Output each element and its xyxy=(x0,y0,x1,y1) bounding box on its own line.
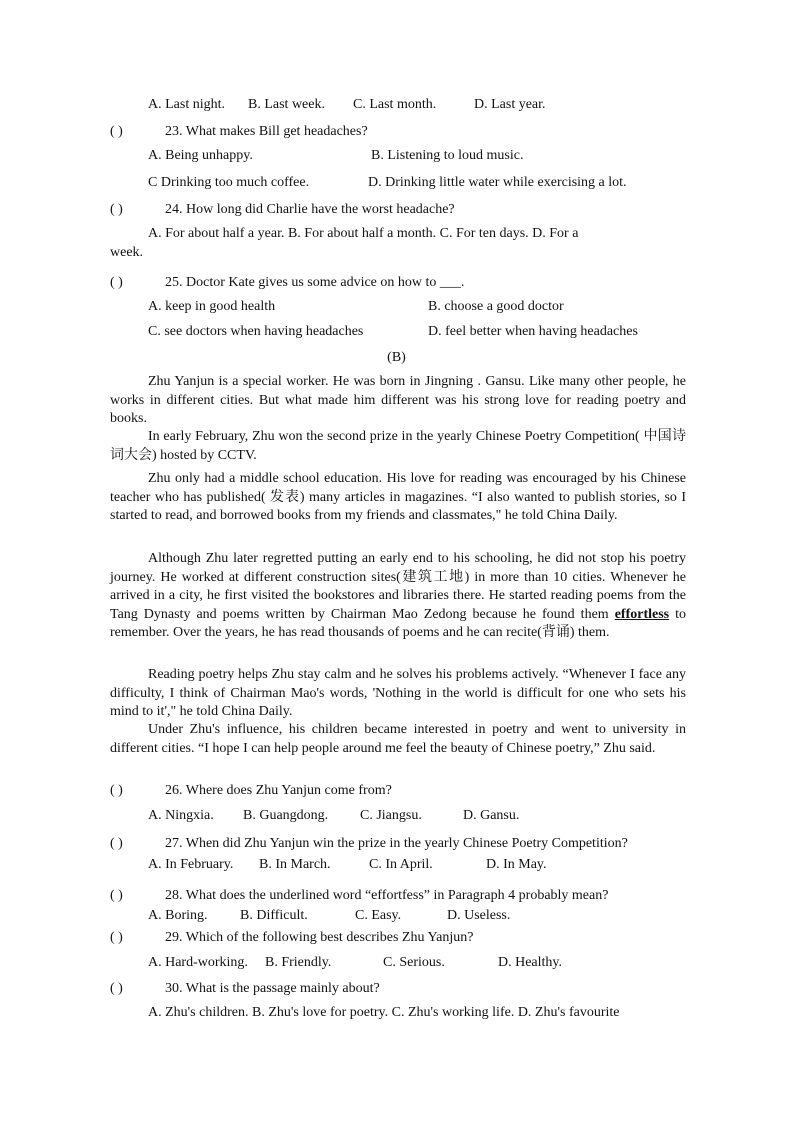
q29-option-c: C. Serious. xyxy=(383,955,445,970)
q26-stem: 26. Where does Zhu Yanjun come from? xyxy=(165,783,392,798)
q24-stem: 24. How long did Charlie have the worst headache? xyxy=(165,202,455,217)
passage-p4-after: to remember. Over the years, he has read thousands of poems and he can recite(背诵) them. xyxy=(110,606,686,640)
q23-option-d: D. Drinking little water while exercising a lot. xyxy=(368,175,627,190)
passage-paragraph-3 xyxy=(110,470,686,526)
q26-option-b: B. Guangdong. xyxy=(243,808,329,823)
q29-option-d: D. Healthy. xyxy=(498,955,563,970)
q27-option-d: D. In May. xyxy=(486,857,547,872)
q22-option-b: B. Last week. xyxy=(248,97,325,112)
passage-p3-text: Zhu only had a middle school education. His love for reading was encouraged by his Chinese teacher who has published( 发表) many articles in magazines. “I also wanted to publish stories, so I started to read, and borrowed books from my friends and classmates," he told China Daily. xyxy=(110,471,686,523)
passage-paragraph-1 xyxy=(110,373,686,429)
q30-stem: 30. What is the passage mainly about? xyxy=(165,981,380,996)
q27-blank[interactable]: ( ) xyxy=(110,836,123,851)
q26-blank[interactable]: ( ) xyxy=(110,783,123,798)
q23-stem: 23. What makes Bill get headaches? xyxy=(165,124,368,139)
q26-option-a: A. Ningxia. xyxy=(148,808,214,823)
passage-paragraph-5 xyxy=(110,666,686,722)
q24-options-cont: week. xyxy=(110,245,144,260)
q25-option-d: D. feel better when having headaches xyxy=(428,324,638,339)
section-b-heading: (B) xyxy=(387,350,406,365)
q30-options: A. Zhu's children. B. Zhu's love for poetry. C. Zhu's working life. D. Zhu's favourite xyxy=(148,1005,620,1020)
q23-blank[interactable]: ( ) xyxy=(110,124,123,139)
q23-option-b: B. Listening to loud music. xyxy=(371,148,524,163)
q25-option-a: A. keep in good health xyxy=(148,299,276,314)
passage-p5-text: Reading poetry helps Zhu stay calm and he solves his problems actively. “Whenever I face any difficulty, I think of Chairman Mao's words, 'Nothing in the world is difficult for one who sets his mind to it'," he told China Daily. xyxy=(110,667,686,719)
q22-option-a: A. Last night. xyxy=(148,97,225,112)
passage-paragraph-4 xyxy=(110,550,686,643)
underlined-word: effortless xyxy=(614,606,670,622)
q26-option-c: C. Jiangsu. xyxy=(360,808,422,823)
passage-p2-text: In early February, Zhu won the second prize in the yearly Chinese Poetry Competition( 中国诗词大会) hosted by CCTV. xyxy=(110,429,686,463)
passage-paragraph-6 xyxy=(110,721,686,758)
q28-blank[interactable]: ( ) xyxy=(110,888,123,903)
passage-p4-before: Although Zhu later regretted putting an early end to his schooling, he did not stop his poetry journey. He worked at different construction sites(建筑工地) in more than 10 cities. Whenever he arrived in a city, he first visited the bookstores and libraries there. He started reading poems from the Tang Dynasty and poems written by Chairman Mao Zedong because he found them xyxy=(110,551,686,622)
q30-blank[interactable]: ( ) xyxy=(110,981,123,996)
q24-blank[interactable]: ( ) xyxy=(110,202,123,217)
q22-option-d: D. Last year. xyxy=(474,97,546,112)
q28-stem: 28. What does the underlined word “effortfess” in Paragraph 4 probably mean? xyxy=(165,888,609,903)
q28-option-a: A. Boring. xyxy=(148,908,208,923)
passage-p6-text: Under Zhu's influence, his children became interested in poetry and went to university in different cities. “I hope I can help people around me feel the beauty of Chinese poetry,” Zhu said. xyxy=(110,722,686,756)
q25-option-b: B. choose a good doctor xyxy=(428,299,564,314)
q22-option-c: C. Last month. xyxy=(353,97,437,112)
q26-option-d: D. Gansu. xyxy=(463,808,520,823)
q29-blank[interactable]: ( ) xyxy=(110,930,123,945)
q27-stem: 27. When did Zhu Yanjun win the prize in the yearly Chinese Poetry Competition? xyxy=(165,836,628,851)
q24-options: A. For about half a year. B. For about half a month. C. For ten days. D. For a xyxy=(148,226,579,241)
q28-option-b: B. Difficult. xyxy=(240,908,308,923)
q25-blank[interactable]: ( ) xyxy=(110,275,123,290)
q27-option-c: C. In April. xyxy=(369,857,433,872)
q28-option-c: C. Easy. xyxy=(355,908,402,923)
q29-stem: 29. Which of the following best describes Zhu Yanjun? xyxy=(165,930,474,945)
q27-option-b: B. In March. xyxy=(259,857,331,872)
passage-p1-text: Zhu Yanjun is a special worker. He was born in Jingning . Gansu. Like many other people, he works in different cities. But what made him different was his strong love for reading poetry and books. xyxy=(110,374,686,426)
q23-option-a: A. Being unhappy. xyxy=(148,148,253,163)
q27-option-a: A. In February. xyxy=(148,857,234,872)
q25-stem: 25. Doctor Kate gives us some advice on how to ___. xyxy=(165,275,465,290)
q29-option-b: B. Friendly. xyxy=(265,955,332,970)
passage-paragraph-2 xyxy=(110,428,686,465)
q28-option-d: D. Useless. xyxy=(447,908,511,923)
q25-option-c: C. see doctors when having headaches xyxy=(148,324,364,339)
q29-option-a: A. Hard-working. xyxy=(148,955,248,970)
q23-option-c: C Drinking too much coffee. xyxy=(148,175,310,190)
